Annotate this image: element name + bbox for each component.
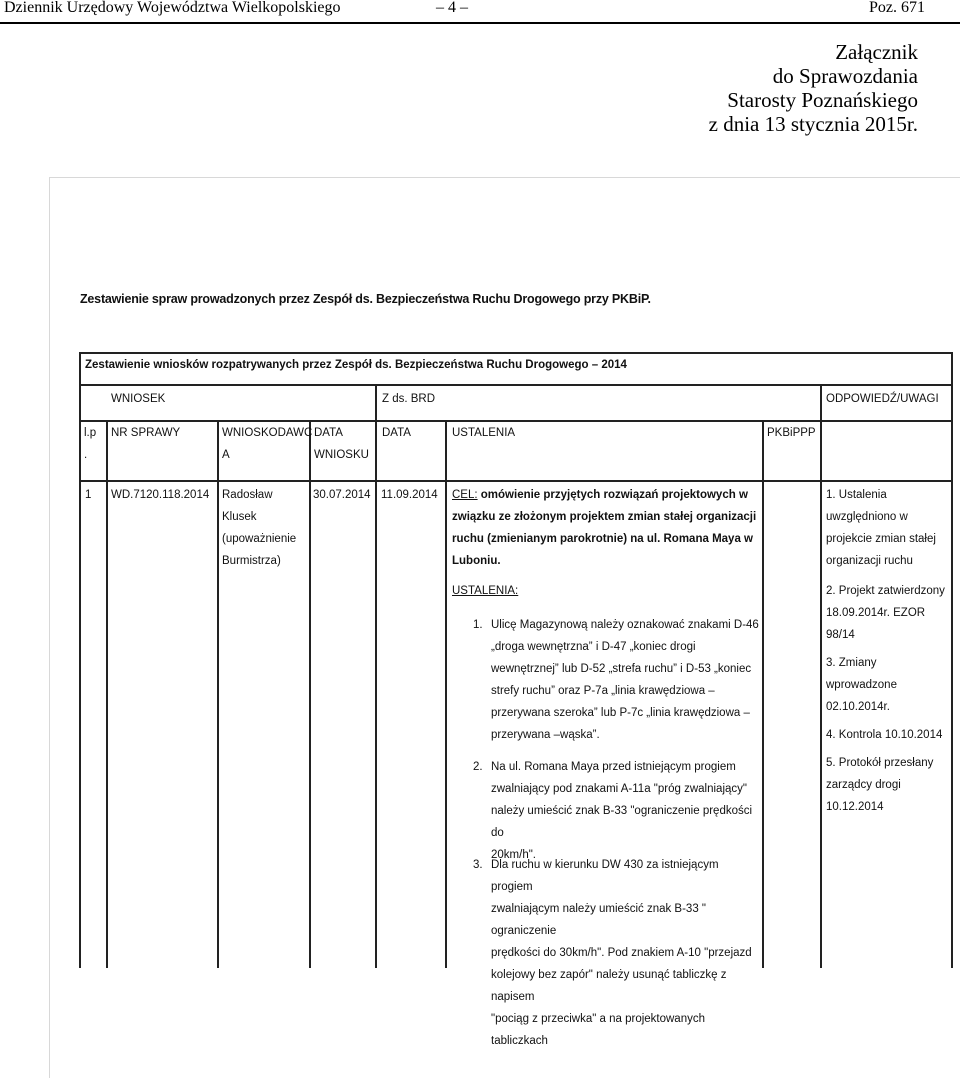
row-wnioskodawca-line: Burmistrza) <box>222 555 281 567</box>
ustalenia-label: USTALENIA: <box>452 585 519 597</box>
odp-line: 4. Kontrola 10.10.2014 <box>826 729 943 741</box>
table-border <box>79 352 81 968</box>
odp-item-2 <box>826 580 952 646</box>
col-header-nr-sprawy: NR SPRAWY <box>111 427 181 439</box>
row-wnioskodawca <box>222 484 312 572</box>
odp-line: 02.10.2014r. <box>826 701 890 713</box>
odp-line: 3. Zmiany <box>826 657 877 669</box>
item-number: 2. <box>473 761 483 773</box>
cel-line: Luboniu. <box>452 555 501 567</box>
item-line: wewnętrznej” lub D-52 „strefa ruchu” i D-53 „koniec <box>491 663 752 675</box>
odp-line: organizacji ruchu <box>826 555 913 567</box>
item-text <box>491 756 761 866</box>
item-line: Dla ruchu w kierunku DW 430 za istniejącym progiem <box>491 859 719 893</box>
odp-line: projekcie zmian stałej <box>826 533 936 545</box>
odp-line: 98/14 <box>826 629 855 641</box>
row-wnioskodawca-line: (upoważnienie <box>222 533 297 545</box>
attachment-line: z dnia 13 stycznia 2015r. <box>708 112 918 136</box>
odp-item-3 <box>826 652 952 718</box>
odp-line: 10.12.2014 <box>826 801 884 813</box>
item-line: "pociąg z przeciwka" a na projektowanych tabliczkach <box>491 1013 705 1047</box>
item-line: „droga wewnętrzna” i D-47 „koniec drogi <box>491 641 696 653</box>
odp-line: uwzględniono w <box>826 511 908 523</box>
group-header-odpowiedz: ODPOWIEDŹ/UWAGI <box>826 393 939 405</box>
col-header-data-wniosku: WNIOSKU <box>314 449 369 461</box>
row-odpowiedz <box>826 484 952 818</box>
odp-item-1 <box>826 484 952 572</box>
group-header-zds: Z ds. BRD <box>382 393 436 405</box>
odp-line: zarządcy drogi <box>826 779 901 791</box>
cel-line: ruchu (zmienianym parokrotnie) na ul. Romana Maya w <box>452 533 753 545</box>
attachment-line: do Sprawozdania <box>772 64 918 88</box>
col-header-wnioskodawca: A <box>222 449 230 461</box>
col-header-lp: . <box>84 449 88 461</box>
odp-line: wprowadzone <box>826 679 897 691</box>
table-border <box>445 420 447 968</box>
journal-header <box>0 0 960 24</box>
scanned-document-image <box>49 177 960 1078</box>
item-line: zwalniający pod znakami A-11a "próg zwalniający" <box>491 783 747 795</box>
item-number: 3. <box>473 859 483 871</box>
table-border <box>375 384 377 968</box>
col-header-ustalenia: USTALENIA <box>452 427 516 439</box>
cel-line <box>452 484 762 506</box>
group-header-wniosek: WNIOSEK <box>111 393 166 405</box>
cel-line: związku ze złożonym projektem zmian stałej organizacji <box>452 511 757 523</box>
odp-line: 2. Projekt zatwierdzony <box>826 585 945 597</box>
odp-item-5 <box>826 752 952 818</box>
cel-text: omówienie przyjętych rozwiązań projektowych w <box>477 489 748 501</box>
item-text <box>491 854 761 1052</box>
row-wnioskodawca-line: Radosław <box>222 489 273 501</box>
odp-line: 1. Ustalenia <box>826 489 887 501</box>
item-line: przerywana –wąska”. <box>491 729 600 741</box>
odp-line: 18.09.2014r. EZOR <box>826 607 926 619</box>
col-header-data: DATA <box>382 427 411 439</box>
col-header-lp: l.p <box>84 427 97 439</box>
item-line: Ulicę Magazynową należy oznakować znakami D-46 <box>491 619 759 631</box>
item-line: prędkości do 30km/h". Pod znakiem A-10 "przejazd <box>491 947 752 959</box>
attachment-line: Starosty Poznańskiego <box>727 88 918 112</box>
col-header-data-wniosku: DATA <box>314 427 343 439</box>
attachment-note <box>518 40 918 136</box>
row-wnioskodawca-line: Klusek <box>222 511 257 523</box>
row-lp: 1 <box>85 489 92 501</box>
col-header-pkbippp: PKBiPPP <box>767 427 816 439</box>
page-number: – 4 – <box>436 0 468 16</box>
item-number: 1. <box>473 619 483 631</box>
odp-item-4 <box>826 724 952 746</box>
item-line: należy umieścić znak B-33 "ograniczenie prędkości do <box>491 805 753 839</box>
row-data: 11.09.2014 <box>381 489 438 501</box>
table-border <box>762 420 764 968</box>
table-caption: Zestawienie wniosków rozpatrywanych przez Zespół ds. Bezpieczeństwa Ruchu Drogowego – 2014 <box>85 359 627 371</box>
document-title: Zestawienie spraw prowadzonych przez Zespół ds. Bezpieczeństwa Ruchu Drogowego przy PKBiP. <box>80 292 651 306</box>
item-line: 20km/h". <box>491 849 536 861</box>
cel-label: CEL: <box>452 489 478 501</box>
table-border <box>217 420 219 968</box>
col-header-wnioskodawca: WNIOSKODAWC <box>222 427 313 439</box>
position-number: Poz. 671 <box>869 0 925 16</box>
odp-line: 5. Protokół przesłany <box>826 757 934 769</box>
item-line: kolejowy bez zapór" należy usunąć tabliczkę z napisem <box>491 969 727 1003</box>
item-line: zwalniającym należy umieścić znak B-33 " ograniczenie <box>491 903 706 937</box>
item-line: strefy ruchu” oraz P-7a „linia krawędziowa – <box>491 685 715 697</box>
row-cel <box>452 484 762 572</box>
journal-title: Dziennik Urzędowy Województwa Wielkopolskiego <box>4 0 341 16</box>
row-nr-sprawy: WD.7120.118.2014 <box>111 489 210 501</box>
item-text <box>491 614 761 746</box>
row-data-wniosku: 30.07.2014 <box>313 489 371 501</box>
attachment-line: Załącznik <box>835 40 918 64</box>
scanned-page <box>50 178 960 1078</box>
table-border <box>820 384 822 968</box>
requests-table <box>79 352 953 1047</box>
item-line: przerywana szeroka” lub P-7c „linia krawędziowa – <box>491 707 750 719</box>
item-line: Na ul. Romana Maya przed istniejącym progiem <box>491 761 736 773</box>
table-border <box>106 420 108 968</box>
